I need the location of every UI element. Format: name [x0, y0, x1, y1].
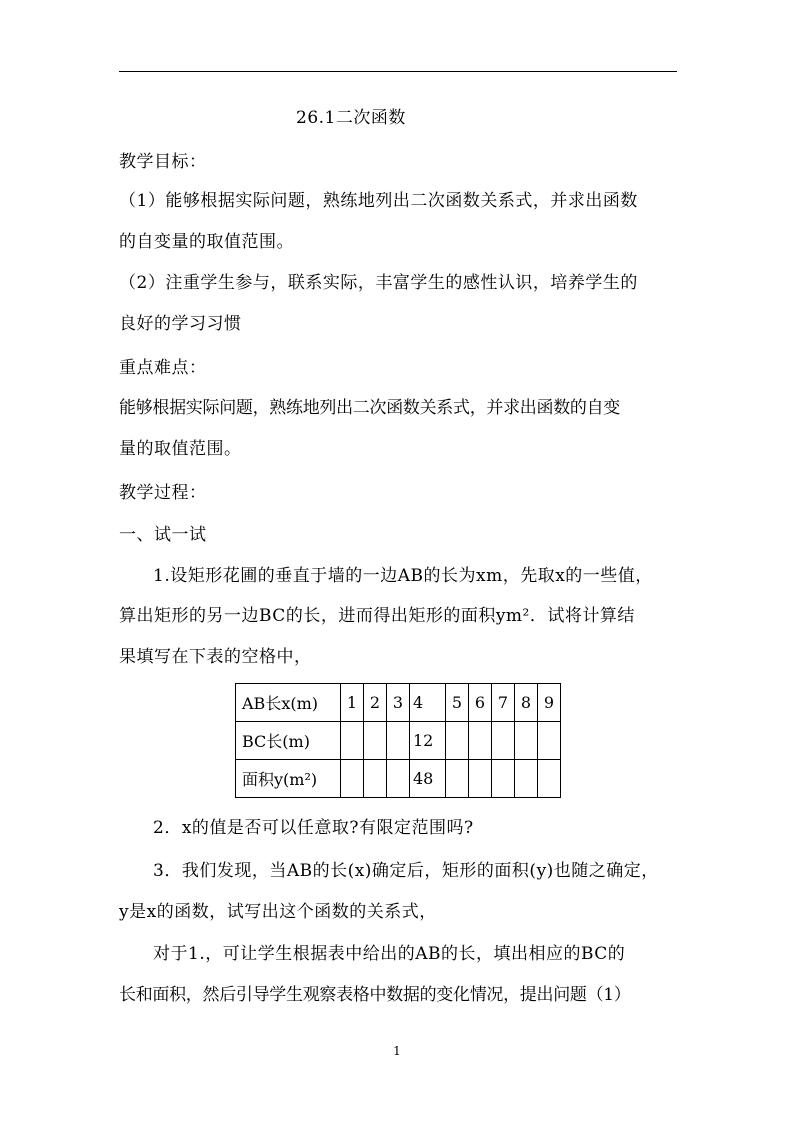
table-cell-bc	[364, 722, 387, 760]
table-cell-x: 6	[469, 684, 492, 722]
table-cell-bc	[469, 722, 492, 760]
table-cell-x: 2	[364, 684, 387, 722]
table-cell-bc	[538, 722, 561, 760]
table-cell-x: 4	[410, 684, 446, 722]
table-cell-bc	[492, 722, 515, 760]
objective-1-line-1: （1）能够根据实际问题，熟练地列出二次函数关系式，并求出函数	[119, 191, 638, 211]
question-1-line-3: 果填写在下表的空格中，	[119, 647, 312, 667]
header-rule	[119, 71, 677, 72]
question-2: 2．x的值是否可以任意取?有限定范围吗?	[153, 818, 474, 838]
table-cell-area: 48	[410, 760, 446, 798]
table-cell-bc	[446, 722, 469, 760]
table-header-bc: BC长(m)	[236, 722, 341, 760]
table-row-area	[236, 760, 561, 798]
process-heading: 教学过程：	[119, 483, 207, 503]
question-3-line-2: y是x的函数，试写出这个函数的关系式，	[119, 902, 437, 922]
table-cell-area	[341, 760, 364, 798]
key-points-line-1: 能够根据实际问题，熟练地列出二次函数关系式，并求出函数的自变	[119, 398, 620, 418]
page-number: 1	[393, 1044, 401, 1058]
table-cell-area	[515, 760, 538, 798]
table-cell-area	[446, 760, 469, 798]
table-cell-bc	[515, 722, 538, 760]
table-cell-area	[538, 760, 561, 798]
document-title: 26.1二次函数	[296, 108, 406, 128]
table-cell-area	[364, 760, 387, 798]
objective-2-line-2: 良好的学习习惯	[119, 314, 242, 334]
objectives-heading: 教学目标：	[119, 152, 207, 172]
key-points-heading: 重点难点：	[119, 358, 207, 378]
table-cell-bc	[387, 722, 410, 760]
table-cell-x: 1	[341, 684, 364, 722]
table-header-area: 面积y(m²)	[236, 760, 341, 798]
table-cell-x: 7	[492, 684, 515, 722]
teacher-note-line-1: 对于1.，可让学生根据表中给出的AB的长，填出相应的BC的	[153, 944, 626, 964]
table-cell-area	[492, 760, 515, 798]
table-cell-area	[387, 760, 410, 798]
objective-2-line-1: （2）注重学生参与，联系实际，丰富学生的感性认识，培养学生的	[119, 273, 638, 293]
table-header-ab: AB长x(m)	[236, 684, 341, 722]
table-cell-area	[469, 760, 492, 798]
table-cell-x: 9	[538, 684, 561, 722]
key-points-line-2: 量的取值范围。	[119, 439, 242, 459]
table-cell-bc	[341, 722, 364, 760]
teacher-note-line-2: 长和面积，然后引导学生观察表格中数据的变化情况，提出问题（1）	[119, 985, 631, 1005]
question-3-line-1: 3．我们发现，当AB的长(x)确定后，矩形的面积(y)也随之确定，	[153, 861, 659, 881]
objective-1-line-2: 的自变量的取值范围。	[119, 232, 294, 252]
ab-bc-area-table	[235, 683, 561, 798]
table-cell-x: 5	[446, 684, 469, 722]
table-row-ab	[236, 684, 561, 722]
table-cell-x: 3	[387, 684, 410, 722]
table-cell-bc: 12	[410, 722, 446, 760]
section-1-heading: 一、试一试	[119, 525, 207, 545]
table-cell-x: 8	[515, 684, 538, 722]
question-1-line-1: 1.设矩形花圃的垂直于墙的一边AB的长为xm，先取x的一些值，	[153, 566, 653, 586]
question-1-line-2: 算出矩形的另一边BC的长，进而得出矩形的面积ym²．试将计算结	[119, 606, 635, 626]
table-row-bc	[236, 722, 561, 760]
